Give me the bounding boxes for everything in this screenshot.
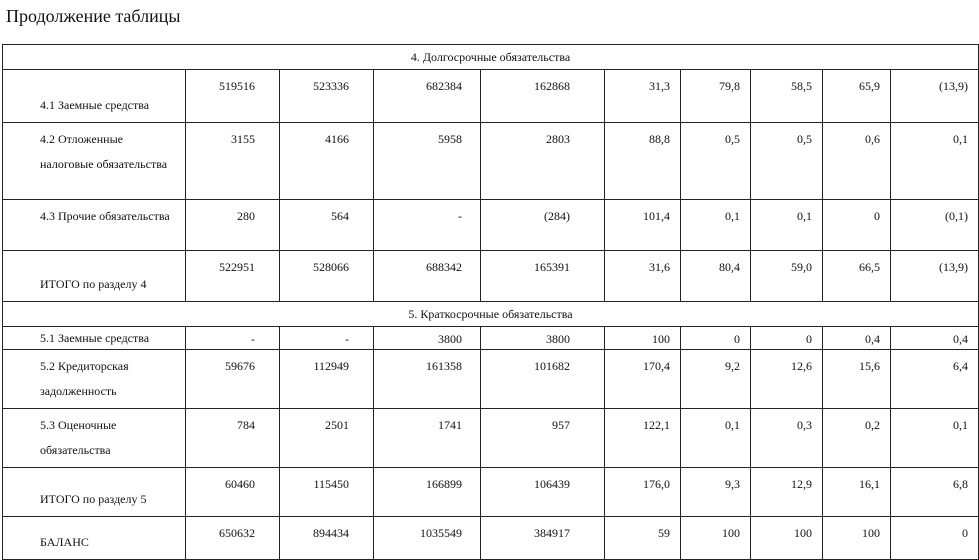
liabilities-table bbox=[2, 44, 979, 560]
cell: 6,4 bbox=[891, 350, 979, 409]
cell: 0,4 bbox=[823, 327, 891, 350]
cell: 0,1 bbox=[751, 200, 823, 251]
cell: (13,9) bbox=[891, 70, 979, 123]
cell: - bbox=[280, 327, 374, 350]
cell: 0,6 bbox=[823, 123, 891, 200]
cell: - bbox=[374, 200, 481, 251]
cell: 59,0 bbox=[751, 251, 823, 302]
cell: 100 bbox=[605, 327, 681, 350]
table-row bbox=[3, 468, 979, 517]
row-label: 5.3 Оценочные обязательства bbox=[3, 409, 186, 468]
cell: 3800 bbox=[374, 327, 481, 350]
cell: 0 bbox=[751, 327, 823, 350]
cell: 5958 bbox=[374, 123, 481, 200]
cell: - bbox=[186, 327, 280, 350]
cell: 0,3 bbox=[751, 409, 823, 468]
cell: 122,1 bbox=[605, 409, 681, 468]
cell: 1035549 bbox=[374, 517, 481, 560]
cell: 784 bbox=[186, 409, 280, 468]
cell: 519516 bbox=[186, 70, 280, 123]
cell: 161358 bbox=[374, 350, 481, 409]
cell: 31,6 bbox=[605, 251, 681, 302]
cell: 88,8 bbox=[605, 123, 681, 200]
cell: 101682 bbox=[481, 350, 605, 409]
table-row bbox=[3, 251, 979, 302]
cell: 0,1 bbox=[891, 123, 979, 200]
cell: 12,6 bbox=[751, 350, 823, 409]
cell: 0,5 bbox=[681, 123, 751, 200]
cell: 65,9 bbox=[823, 70, 891, 123]
section-4-title: 4. Долгосрочные обязательства bbox=[3, 45, 979, 70]
cell: 58,5 bbox=[751, 70, 823, 123]
cell: 2501 bbox=[280, 409, 374, 468]
row-label: 4.3 Прочие обязательства bbox=[3, 200, 186, 251]
section-header-row bbox=[3, 45, 979, 70]
row-label: 5.1 Заемные средства bbox=[3, 327, 186, 350]
row-label: ИТОГО по разделу 4 bbox=[3, 251, 186, 302]
cell: 0,1 bbox=[891, 409, 979, 468]
cell: 165391 bbox=[481, 251, 605, 302]
cell: 0 bbox=[823, 200, 891, 251]
cell: 16,1 bbox=[823, 468, 891, 517]
cell: 59676 bbox=[186, 350, 280, 409]
cell: 0,4 bbox=[891, 327, 979, 350]
cell: 0,1 bbox=[681, 200, 751, 251]
section-5-title: 5. Краткосрочные обязательства bbox=[3, 302, 979, 327]
cell: 957 bbox=[481, 409, 605, 468]
cell: 59 bbox=[605, 517, 681, 560]
cell: 101,4 bbox=[605, 200, 681, 251]
cell: 384917 bbox=[481, 517, 605, 560]
cell: 6,8 bbox=[891, 468, 979, 517]
row-label: ИТОГО по разделу 5 bbox=[3, 468, 186, 517]
cell: 31,3 bbox=[605, 70, 681, 123]
cell: 528066 bbox=[280, 251, 374, 302]
table-row bbox=[3, 350, 979, 409]
table-row bbox=[3, 409, 979, 468]
cell: 0 bbox=[681, 327, 751, 350]
cell: 522951 bbox=[186, 251, 280, 302]
cell: (284) bbox=[481, 200, 605, 251]
cell: 0,5 bbox=[751, 123, 823, 200]
cell: 106439 bbox=[481, 468, 605, 517]
cell: 162868 bbox=[481, 70, 605, 123]
cell: 100 bbox=[751, 517, 823, 560]
cell: 0,1 bbox=[681, 409, 751, 468]
cell: 66,5 bbox=[823, 251, 891, 302]
cell: 166899 bbox=[374, 468, 481, 517]
cell: 112949 bbox=[280, 350, 374, 409]
cell: 15,6 bbox=[823, 350, 891, 409]
cell: 650632 bbox=[186, 517, 280, 560]
balance-label: БАЛАНС bbox=[3, 517, 186, 560]
cell: 12,9 bbox=[751, 468, 823, 517]
cell: 100 bbox=[823, 517, 891, 560]
table-caption: Продолжение таблицы bbox=[6, 6, 181, 26]
cell: 894434 bbox=[280, 517, 374, 560]
cell: 682384 bbox=[374, 70, 481, 123]
cell: 0 bbox=[891, 517, 979, 560]
cell: 176,0 bbox=[605, 468, 681, 517]
cell: 115450 bbox=[280, 468, 374, 517]
row-label: 4.2 Отложенные налоговые обязательства bbox=[3, 123, 186, 200]
cell: 564 bbox=[280, 200, 374, 251]
cell: 80,4 bbox=[681, 251, 751, 302]
row-label: 4.1 Заемные средства bbox=[3, 70, 186, 123]
table-row bbox=[3, 200, 979, 251]
section-header-row bbox=[3, 302, 979, 327]
cell: 170,4 bbox=[605, 350, 681, 409]
cell: 60460 bbox=[186, 468, 280, 517]
cell: 3800 bbox=[481, 327, 605, 350]
cell: 100 bbox=[681, 517, 751, 560]
cell: 3155 bbox=[186, 123, 280, 200]
cell: 0,2 bbox=[823, 409, 891, 468]
table-row bbox=[3, 327, 979, 350]
cell: 4166 bbox=[280, 123, 374, 200]
table-row bbox=[3, 70, 979, 123]
balance-row bbox=[3, 517, 979, 560]
row-label: 5.2 Кредиторская задолженность bbox=[3, 350, 186, 409]
cell: 79,8 bbox=[681, 70, 751, 123]
cell: (13,9) bbox=[891, 251, 979, 302]
cell: 9,3 bbox=[681, 468, 751, 517]
cell: 1741 bbox=[374, 409, 481, 468]
cell: 9,2 bbox=[681, 350, 751, 409]
cell: 523336 bbox=[280, 70, 374, 123]
cell: 280 bbox=[186, 200, 280, 251]
cell: 2803 bbox=[481, 123, 605, 200]
cell: (0,1) bbox=[891, 200, 979, 251]
cell: 688342 bbox=[374, 251, 481, 302]
table-row bbox=[3, 123, 979, 200]
